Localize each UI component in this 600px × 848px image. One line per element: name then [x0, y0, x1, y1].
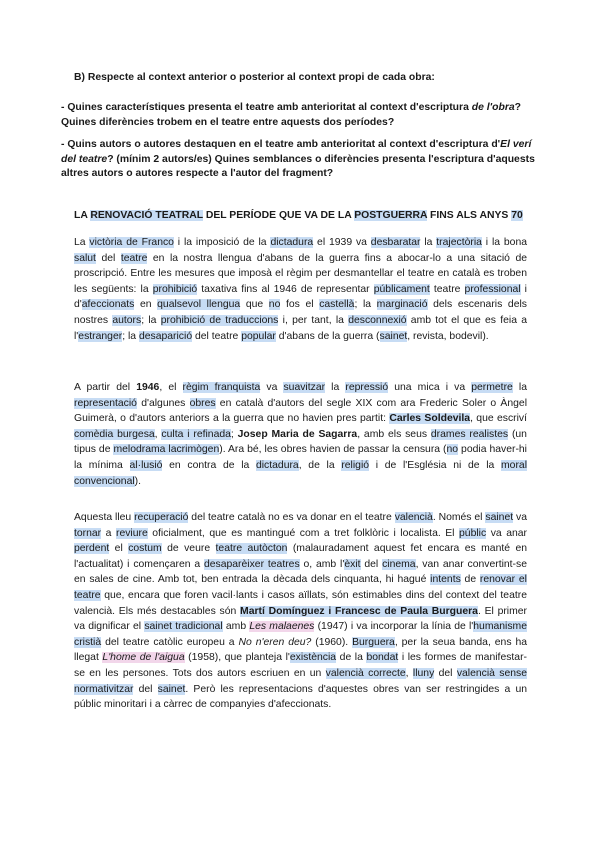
highlighted-text: desaparició: [138, 330, 193, 342]
highlighted-text: èxit: [344, 558, 361, 570]
text-segment: . El primer va dignificar el: [74, 605, 528, 633]
text-segment: de l'obra: [471, 102, 515, 113]
text-segment: ; la: [354, 299, 377, 311]
text-segment: del: [434, 667, 457, 679]
text-segment: A partir del: [74, 382, 137, 393]
highlighted-text: qualsevol llengua: [157, 299, 241, 311]
text-segment: ;: [230, 428, 238, 440]
highlighted-text: humanisme cristià: [74, 621, 527, 648]
text-segment: el: [109, 543, 129, 555]
highlighted-text: melodrama lacrimògen: [113, 444, 220, 456]
text-segment: del teatre català no es va donar en el teatre: [188, 512, 395, 523]
highlighted-text: existència: [289, 652, 337, 664]
text-segment: , amb els seus: [357, 428, 431, 440]
text-segment: la: [420, 237, 437, 248]
text-segment: dels escenaris dels nostres: [74, 299, 527, 326]
highlighted-text: dictadura: [255, 459, 299, 471]
highlighted-text: costum: [128, 543, 162, 555]
text-segment: de veure: [161, 543, 216, 555]
highlighted-text: públicament: [373, 283, 430, 295]
highlighted-text: estranger: [78, 330, 123, 342]
text-segment: en contra de la: [162, 459, 256, 471]
text-segment: que, encara que foren vacil·lants i casos aïllats, són estimables dins del context del teatre valencià. Els més destacables són: [74, 589, 527, 617]
text-segment: ? Quines diferències trobem en el teatre entre aquests dos períodes?: [61, 102, 521, 128]
paragraph-3: [74, 510, 527, 713]
highlighted-text: sainet: [157, 683, 186, 695]
text-segment: en: [134, 299, 158, 311]
highlighted-text: drames realistes: [430, 428, 509, 440]
text-segment: 1946: [136, 382, 160, 393]
text-segment: , que escriví: [470, 413, 527, 425]
highlighted-text: victòria de Franco: [89, 237, 174, 248]
highlighted-text: popular: [241, 330, 276, 342]
highlighted-text: desbaratar: [370, 237, 421, 248]
text-segment: i, per tant, la: [278, 314, 349, 326]
highlighted-text: Carles Soldevila: [389, 413, 471, 425]
highlighted-text: salut: [74, 252, 96, 264]
text-segment: (1947) i va incorporar la línia de l': [314, 621, 474, 633]
text-segment: del: [360, 558, 383, 570]
text-segment: ; la: [122, 330, 139, 342]
text-segment: (malauradament aquest fet encara es manté en l'actualitat) i començaren a: [74, 543, 528, 570]
highlighted-text: tornar: [74, 527, 102, 539]
text-segment: una mica i va: [388, 382, 472, 393]
highlighted-text: règim franquista: [182, 382, 261, 393]
highlighted-text: prohibició: [152, 283, 198, 295]
text-segment: El verí del teatre: [61, 139, 532, 165]
text-segment: taxativa fins al 1946 de representar: [197, 283, 374, 295]
text-segment: Aquesta lleu: [74, 512, 135, 523]
question-1: [61, 101, 541, 130]
highlighted-text: intents: [430, 574, 461, 586]
highlighted-text: permetre: [471, 382, 513, 393]
text-segment: i de l'Església ni de la: [369, 459, 502, 471]
highlighted-text: POSTGUERRA: [354, 210, 428, 221]
highlighted-text: dictadura: [270, 237, 314, 248]
highlighted-text: culta i refinada: [161, 428, 231, 440]
text-segment: i d': [74, 283, 527, 311]
text-segment: ? (mínim 2 autors/es) Quines semblances o diferències presenta l'escriptura d'aquests altres autors o autores respecte a l'autor del fragment?: [61, 153, 535, 180]
text-segment: No n'eren deu?: [238, 636, 312, 648]
highlighted-text: repressió: [345, 382, 389, 393]
paragraph-2: [74, 380, 527, 489]
text-segment: LA: [74, 210, 91, 221]
text-segment: la: [512, 382, 528, 393]
text-segment: . Però les representacions d'aquestes obres van ser restringides a un públic minoritari i a càrrec de companyies d'afeccionats.: [74, 683, 528, 711]
highlighted-text: sainet tradicional: [144, 621, 223, 633]
text-segment: d'abans de la guerra (: [275, 330, 380, 342]
text-segment: amb tot el que es feia a l': [74, 314, 528, 342]
highlighted-text: recuperació: [134, 512, 189, 523]
highlighted-text: al·lusió: [129, 459, 163, 471]
text-segment: , de la: [298, 459, 342, 471]
highlighted-text: desaparèixer teatres: [203, 558, 300, 570]
highlighted-text: 70: [511, 210, 523, 221]
highlighted-text: comèdia burgesa: [74, 428, 155, 440]
highlighted-text: valencià sense normativitzar: [74, 667, 528, 695]
text-segment: va: [260, 382, 284, 393]
highlighted-text: afeccionats: [81, 299, 135, 311]
text-segment: FINS ALS ANYS: [427, 210, 512, 221]
highlighted-text: teatre: [120, 252, 148, 264]
text-segment: amb: [222, 621, 250, 633]
text-segment: ,: [154, 428, 162, 440]
text-segment: del teatre catòlic europeu a: [101, 636, 239, 648]
text-segment: , el: [159, 382, 183, 393]
highlighted-text: RENOVACIÓ TEATRAL: [90, 210, 203, 221]
highlighted-text: lluny: [412, 667, 435, 679]
highlighted-text: representació: [74, 397, 137, 409]
highlighted-text: renovar el teatre: [74, 574, 527, 601]
text-segment: (1960).: [311, 636, 353, 648]
text-segment: ). Ara bé, les obres havien de passar la censura (: [219, 444, 447, 456]
text-segment: en català d'autors del segle XIX com ara Frederic Soler o Àngel Guimerà, o d'autors anteriors a la guerra que no havien pres partit:: [74, 397, 527, 425]
highlighted-text: públic: [459, 527, 487, 539]
highlighted-text: teatre autòcton: [215, 543, 288, 555]
text-segment: - Quins autors o autores destaquen en el teatre amb anterioritat al context d'escriptura d': [61, 139, 501, 150]
questions-title: B) Respecte al context anterior o posterior al context propi de cada obra:: [74, 72, 435, 83]
text-segment: ).: [134, 475, 142, 487]
text-segment: la: [325, 382, 346, 393]
text-segment: va: [513, 512, 527, 523]
text-segment: DEL PERÍODE QUE VA DE LA: [202, 210, 355, 221]
highlighted-text: moral convencional: [74, 459, 527, 487]
highlighted-text: sainet: [485, 512, 514, 523]
paragraph-1: [74, 235, 527, 344]
text-segment: del: [95, 252, 121, 264]
text-segment: . Només el: [432, 512, 486, 523]
highlighted-text: no: [268, 299, 281, 311]
highlighted-text: autors: [112, 314, 142, 326]
text-segment: (un tipus de: [74, 428, 527, 456]
text-segment: de: [460, 574, 480, 586]
text-segment: ; la: [141, 314, 161, 326]
text-segment: podia haver-hi la mínima: [74, 444, 527, 471]
highlighted-text: suavitzar: [283, 382, 326, 393]
text-segment: Josep Maria de Sagarra: [237, 428, 358, 440]
highlighted-text: valencià: [394, 512, 433, 523]
text-segment: del teatre: [192, 330, 242, 342]
highlighted-text: obres: [189, 397, 216, 409]
text-segment: i la bona: [481, 237, 527, 248]
text-segment: del: [133, 683, 158, 695]
text-segment: o, amb l': [299, 558, 345, 570]
text-segment: que: [240, 299, 269, 311]
section-title: [74, 210, 544, 221]
text-segment: el 1939 va: [313, 237, 371, 248]
highlighted-text: religió: [341, 459, 370, 471]
text-segment: - Quines característiques presenta el teatre amb anterioritat al context d'escriptura: [61, 102, 472, 113]
highlighted-text: prohibició de traduccions: [160, 314, 279, 326]
highlighted-text: sainet: [379, 330, 408, 342]
highlighted-text: trajectòria: [436, 237, 482, 248]
highlighted-title: L'home de l'aigua: [102, 652, 185, 664]
highlighted-text: reviure: [115, 527, 148, 539]
highlighted-title: Les malaenes: [249, 621, 315, 633]
highlighted-text: Martí Domínguez i Francesc de Paula Burguera: [240, 605, 478, 617]
text-segment: , revista, bodevil).: [407, 330, 489, 342]
highlighted-text: desconnexió: [348, 314, 407, 326]
text-segment: a: [101, 527, 116, 539]
highlighted-text: perdent: [74, 543, 110, 555]
question-2: [61, 138, 541, 182]
text-segment: , per la seua banda, ens ha llegat: [74, 636, 528, 664]
text-segment: d'algunes: [136, 397, 190, 409]
text-segment: i les formes de manifestar-se en les persones. Tots dos autors escriuen en un: [74, 652, 527, 679]
highlighted-text: cinema: [382, 558, 416, 570]
highlighted-text: bondat: [366, 652, 399, 664]
text-segment: La: [74, 237, 90, 248]
highlighted-text: marginació: [376, 299, 428, 311]
text-segment: i la imposició de la: [173, 237, 271, 248]
text-segment: ,: [405, 667, 413, 679]
highlighted-text: castellà: [319, 299, 355, 311]
highlighted-text: no: [446, 444, 459, 456]
text-segment: oficialment, que es mantingué com a tret folklòric i localista. El: [147, 527, 460, 539]
highlighted-text: Burguera: [352, 636, 395, 648]
text-segment: teatre: [429, 283, 465, 295]
text-segment: va anar: [486, 527, 527, 539]
text-segment: fos el: [280, 299, 320, 311]
text-segment: de la: [336, 652, 367, 664]
text-segment: , van anar convertint-se en sales de cine. Amb tot, ben entrada la dècada dels cinquanta, hi hagué: [74, 558, 527, 586]
highlighted-text: valencià correcte: [325, 667, 406, 679]
highlighted-text: professional: [464, 283, 521, 295]
text-segment: en la nostra llengua d'abans de la guerra fins a abocar-lo a una sitació de proscripció. Entre les mesures que imposà el règim per desmantellar el teatre en català es troben les següents: la: [74, 252, 527, 295]
text-segment: (1958), que planteja l': [184, 652, 290, 664]
